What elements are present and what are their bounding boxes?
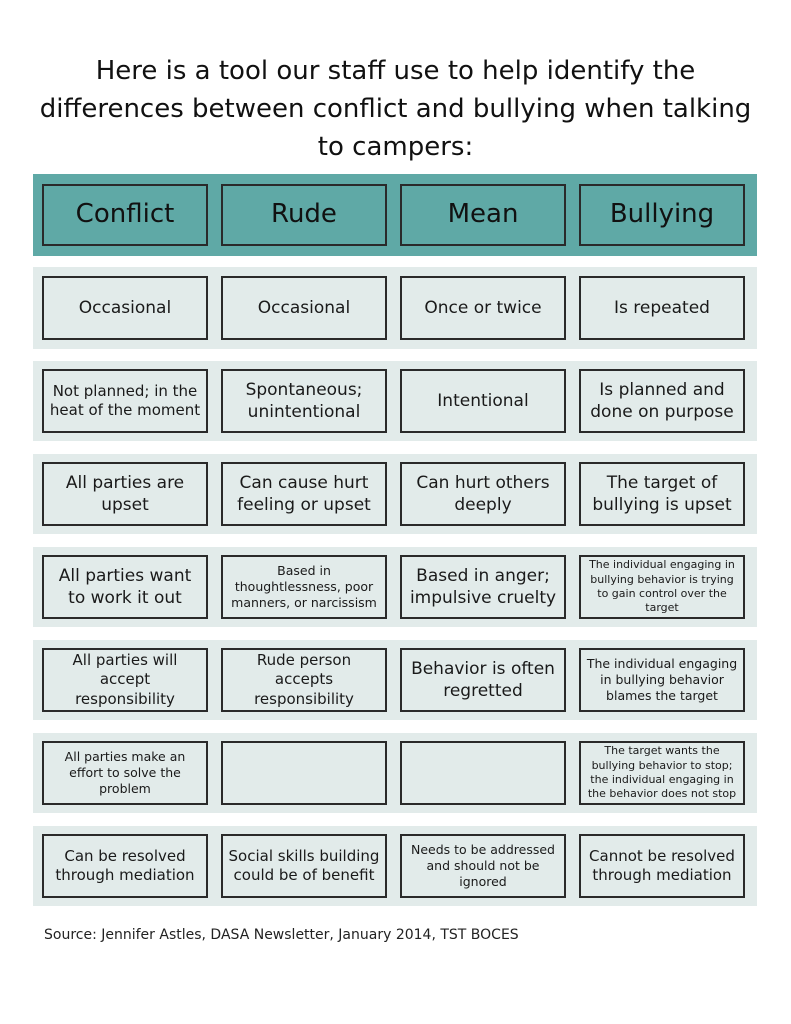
table-row xyxy=(33,361,757,441)
title-line-1: Here is a tool our staff use to help identify the xyxy=(95,56,696,86)
page-title xyxy=(0,52,791,166)
table-cell: Once or twice xyxy=(400,276,566,340)
title-line-3: to campers: xyxy=(317,132,474,162)
table-cell: Intentional xyxy=(400,369,566,433)
table-cell: Based in thoughtlessness, poor manners, or narcissism xyxy=(221,555,387,619)
table-row xyxy=(33,826,757,906)
title-line-2: differences between conflict and bullying when talking xyxy=(39,94,752,124)
table-cell: Occasional xyxy=(221,276,387,340)
table-cell: Is planned and done on purpose xyxy=(579,369,745,433)
table-cell: The individual engaging in bullying behavior blames the target xyxy=(579,648,745,712)
table-cell: Occasional xyxy=(42,276,208,340)
table-cell: Can be resolved through mediation xyxy=(42,834,208,898)
table-cell: Cannot be resolved through mediation xyxy=(579,834,745,898)
table-cell: The target of bullying is upset xyxy=(579,462,745,526)
table-cell: The individual engaging in bullying behavior is trying to gain control over the target xyxy=(579,555,745,619)
table-cell: Spontaneous; unintentional xyxy=(221,369,387,433)
table-cell: Needs to be addressed and should not be ignored xyxy=(400,834,566,898)
table-cell: All parties are upset xyxy=(42,462,208,526)
table-cell-empty xyxy=(221,741,387,805)
header-bullying: Bullying xyxy=(579,184,745,246)
table-row xyxy=(33,733,757,813)
table-row xyxy=(33,547,757,627)
table-cell: Not planned; in the heat of the moment xyxy=(42,369,208,433)
header-row xyxy=(33,174,757,256)
header-rude: Rude xyxy=(221,184,387,246)
table-cell: Behavior is often regretted xyxy=(400,648,566,712)
table-cell: All parties make an effort to solve the problem xyxy=(42,741,208,805)
table-cell: Can cause hurt feeling or upset xyxy=(221,462,387,526)
table-row xyxy=(33,640,757,720)
table-cell: Can hurt others deeply xyxy=(400,462,566,526)
table-cell: Rude person accepts responsibility xyxy=(221,648,387,712)
table-cell: All parties will accept responsibility xyxy=(42,648,208,712)
table-cell: The target wants the bullying behavior to stop; the individual engaging in the behavior does not stop xyxy=(579,741,745,805)
header-mean: Mean xyxy=(400,184,566,246)
table-cell: Based in anger; impulsive cruelty xyxy=(400,555,566,619)
table-cell: Social skills building could be of benefit xyxy=(221,834,387,898)
table-row xyxy=(33,454,757,534)
table-row xyxy=(33,267,757,349)
table-cell-empty xyxy=(400,741,566,805)
source-citation: Source: Jennifer Astles, DASA Newsletter, January 2014, TST BOCES xyxy=(44,927,519,943)
table-cell: Is repeated xyxy=(579,276,745,340)
table-cell: All parties want to work it out xyxy=(42,555,208,619)
header-conflict: Conflict xyxy=(42,184,208,246)
